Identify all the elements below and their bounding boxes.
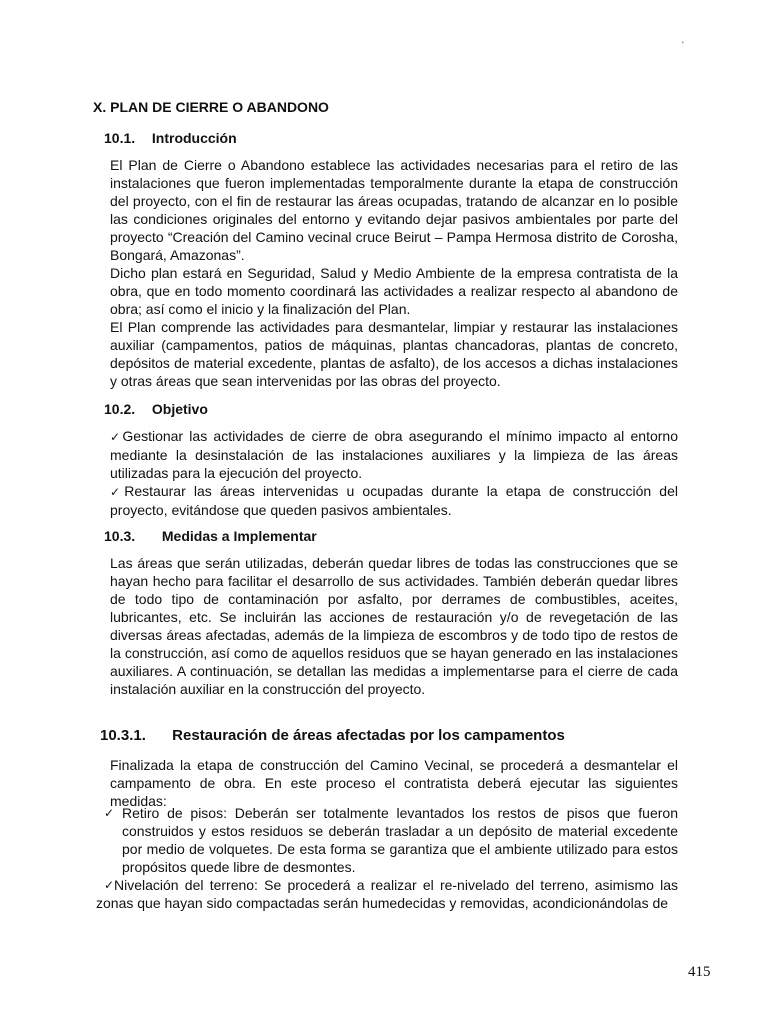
section-heading-introduccion [104,130,237,146]
paragraph: El Plan de Cierre o Abandono establece las actividades necesarias para el retiro de las instalaciones que fueron implementadas temporalmente durante la etapa de construcción del proyecto, con el fin de restaurar las áreas ocupadas, tratando de alcanzar en lo posible las condiciones originales del entorno y evitando dejar pasivos ambientales por parte del proyecto “Creación del Camino vecinal cruce Beirut – Pampa Hermosa distrito de Corosha, Bongará, Amazonas”. [110,157,678,263]
list-item [104,804,678,876]
section-number: 10.1. [104,130,136,146]
list-item-text: Retiro de pisos: Deberán ser totalmente levantados los restos de pisos que fueron construidos y estos residuos se deberán trasladar a un depósito de material excedente por medio de volquetes. De esta forma se garantiza que el ambiente utilizado para estos propósitos quede libre de desmontes. [122,805,678,875]
intro-body [110,156,678,390]
list-item [110,427,678,482]
list-item-text: Gestionar las actividades de cierre de obra asegurando el mínimo impacto al entorno mediante la desinstalación de las instalaciones auxiliares y la limpieza de las áreas utilizadas para la ejecución del proyecto. [110,428,678,481]
checkmark-icon: ✓ [104,878,115,892]
section-title: Medidas a Implementar [161,528,317,544]
list-item [96,876,678,912]
list-item-text: Nivelación del terreno: Se procederá a realizar el re-nivelado del terreno, asimismo las zonas que hayan sido compactadas serán humedecidas y removidas, acondicionándolas de [96,877,678,911]
paragraph: Las áreas que serán utilizadas, deberán quedar libres de todas las construcciones que se hayan hecho para facilitar el desarrollo de sus actividades. También deberán quedar libres de todo tipo de contaminación por asfalto, por derrames de combustibles, aceites, lubricantes, etc. Se incluirán las acciones de restauración y/o de revegetación de las diversas áreas afectadas, además de la limpieza de escombros y de todo tipo de restos de la construcción, así como de aquellos residuos que se hayan generado en las instalaciones auxiliares. A continuación, se detallan las medidas a implementarse para el cierre de cada instalación auxiliar en la construcción del proyecto. [110,555,678,697]
paragraph: El Plan comprende las actividades para desmantelar, limpiar y restaurar las instalaciones auxiliar (campamentos, patios de máquinas, plantas chancadoras, plantas de concreto, depósitos de material excedente, plantas de asfalto), de los accesos a dichas instalaciones y otras áreas que sean intervenidas por las obras del proyecto. [110,319,678,389]
section-heading-medidas [104,528,317,544]
camps-intro [110,756,678,810]
paragraph: Dicho plan estará en Seguridad, Salud y Medio Ambiente de la empresa contratista de la obra, que en todo momento coordinará las actividades a realizar respecto al abandono de obra; así como el inicio y la finalización del Plan. [110,265,678,317]
section-number: 10.3.1. [100,727,146,744]
page-number: 415 [688,964,711,980]
chapter-title: X. PLAN DE CIERRE O ABANDONO [93,99,329,115]
section-number: 10.2. [104,401,136,417]
subsection-heading-campamentos [100,727,565,744]
list-item-text: Restaurar las áreas intervenidas u ocupadas durante la etapa de construcción del proyecto, evitándose que queden pasivos ambientales. [110,483,678,518]
section-title: Objetivo [151,401,208,417]
section-heading-objetivo [104,401,208,417]
checkmark-icon: ✓ [110,430,123,444]
camps-measures-list [96,804,678,912]
checkmark-icon: ✓ [110,485,125,499]
list-item [110,482,678,519]
section-title: Restauración de áreas afectadas por los campamentos [172,727,565,744]
objective-list [110,427,678,519]
paragraph: Finalizada la etapa de construcción del Camino Vecinal, se procederá a desmantelar el campamento de obra. En este proceso el contratista deberá ejecutar las siguientes medidas: [110,757,678,809]
section-number: 10.3. [104,528,136,544]
measures-body [110,554,678,698]
checkmark-icon: ✓ [104,806,115,820]
section-title: Introducción [151,130,237,146]
corner-mark: ' [682,40,684,50]
